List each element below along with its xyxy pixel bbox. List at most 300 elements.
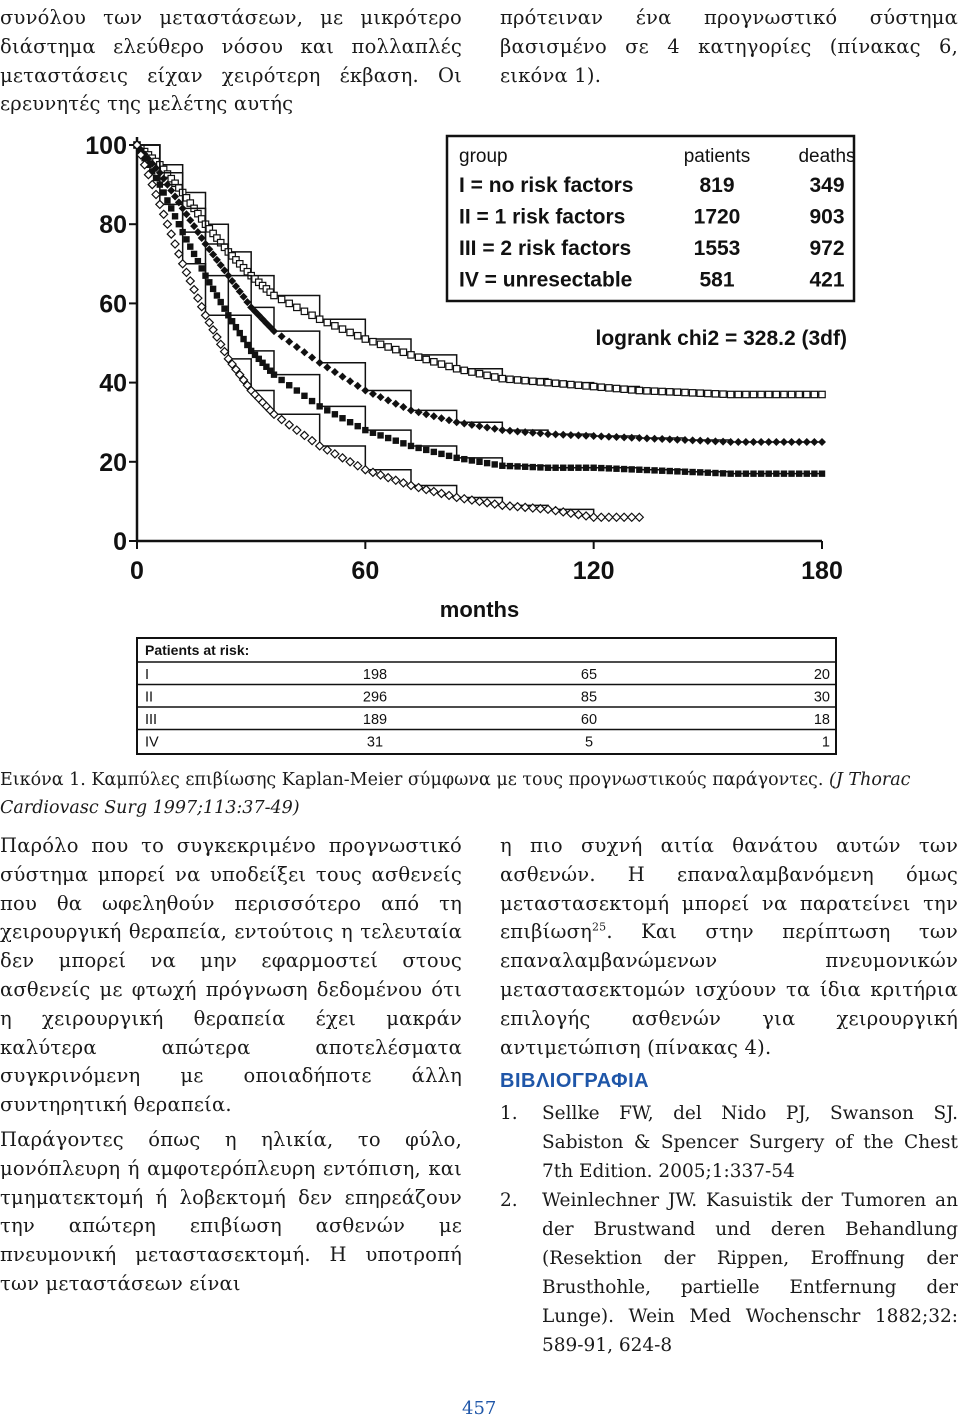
data-point <box>476 422 484 430</box>
risk-value: 1 <box>821 734 830 751</box>
data-point <box>182 210 190 218</box>
data-point <box>271 371 277 377</box>
data-point <box>666 435 674 443</box>
data-point <box>574 431 582 439</box>
data-point <box>221 305 227 311</box>
data-point <box>499 375 505 381</box>
data-point <box>438 451 444 457</box>
data-point <box>431 449 437 455</box>
data-point <box>339 454 347 462</box>
data-point <box>294 304 300 310</box>
data-point <box>629 466 635 472</box>
data-point <box>316 442 324 450</box>
risk-group-label: IV <box>145 734 159 751</box>
data-point <box>590 465 596 471</box>
data-point <box>766 391 772 397</box>
data-point <box>354 462 362 470</box>
data-point <box>796 391 802 397</box>
data-point <box>705 469 711 475</box>
data-point <box>568 465 574 471</box>
data-point <box>278 332 286 340</box>
data-point <box>674 468 680 474</box>
data-point <box>198 303 206 311</box>
data-point <box>179 260 187 268</box>
data-point <box>423 356 429 362</box>
data-point <box>422 410 430 418</box>
data-point <box>681 436 689 444</box>
data-point <box>221 348 229 356</box>
data-point <box>354 382 362 390</box>
reference-item <box>500 1186 958 1360</box>
data-point <box>168 205 174 211</box>
data-point <box>407 482 415 490</box>
data-point <box>460 420 468 428</box>
data-point <box>818 438 826 446</box>
paragraph-text: . Και στην περίπτωση των επαναλαμβανώμενων πνευμονικών μεταστασεκτομών ισχύουν τα ίδια κριτήρια επιλογής ασθενών για χειρουργική αντιμετώπιση (πίνακας 4). <box>500 920 958 1059</box>
data-point <box>750 470 756 476</box>
risk-group-label: II <box>145 689 154 706</box>
data-point <box>308 437 316 445</box>
risk-value: 20 <box>813 667 830 683</box>
data-point <box>727 470 733 476</box>
data-point <box>788 438 796 446</box>
data-point <box>194 294 202 302</box>
data-point <box>400 349 406 355</box>
data-point <box>757 438 765 446</box>
data-point <box>437 414 445 422</box>
data-point <box>324 319 330 325</box>
data-point <box>621 386 627 392</box>
risk-value: 296 <box>362 689 388 706</box>
data-point <box>361 387 369 395</box>
data-point <box>377 341 383 347</box>
data-point <box>644 388 650 394</box>
data-point <box>613 466 619 472</box>
data-point <box>460 495 468 503</box>
data-point <box>621 466 627 472</box>
data-point <box>385 435 391 441</box>
data-point <box>206 279 212 285</box>
data-point <box>644 467 650 473</box>
data-point <box>498 426 506 434</box>
data-point <box>301 308 307 314</box>
data-point <box>803 438 811 446</box>
data-point <box>175 198 183 206</box>
data-point <box>521 503 529 511</box>
data-point <box>300 348 308 356</box>
reference-text: Weinlechner JW. Kasuistik der Tumoren an der Brustwand und deren Behandlung (Resektion der Rippen, Eroffnung der Brusthohle, partielle Entfernung der Lunge). Wein Med Wochenschr 1882;32: 589-91, 624-8 <box>542 1190 958 1357</box>
data-point <box>651 435 659 443</box>
data-point <box>229 318 235 324</box>
data-point <box>392 400 400 408</box>
data-point <box>491 500 499 508</box>
data-point <box>309 398 315 404</box>
data-point <box>758 470 764 476</box>
data-point <box>788 470 794 476</box>
data-point <box>408 352 414 358</box>
data-point <box>766 470 772 476</box>
data-point <box>437 489 445 497</box>
data-point <box>278 416 286 424</box>
data-point <box>559 431 567 439</box>
data-point <box>743 470 749 476</box>
page-number: 457 <box>462 1398 497 1419</box>
legend-value: 421 <box>809 268 845 292</box>
data-point <box>152 191 160 199</box>
data-point <box>377 471 385 479</box>
caption-text: Εικόνα 1. Καμπύλες επιβίωσης Kaplan-Meier σύμφωνα με τους προγνωστικούς παράγοντες. <box>0 770 824 790</box>
data-point <box>186 216 194 224</box>
data-point <box>431 359 437 365</box>
data-point <box>332 411 338 417</box>
data-point <box>667 389 673 395</box>
data-point <box>362 427 368 433</box>
data-point <box>286 300 292 306</box>
data-point <box>163 220 171 228</box>
data-point <box>781 470 787 476</box>
data-point <box>399 403 407 411</box>
data-point <box>461 456 467 462</box>
data-point <box>171 240 179 248</box>
data-point <box>545 465 551 471</box>
data-point <box>172 213 178 219</box>
data-point <box>804 391 810 397</box>
data-point <box>743 391 749 397</box>
data-point <box>750 438 758 446</box>
data-point <box>719 438 727 446</box>
data-point <box>453 455 459 461</box>
paragraph: Παράγοντες όπως η ηλικία, το φύλο, μονόπλευρη ή αμφοτερόπλευρη εντόπιση, και τμηματεκτομή ή λοβεκτομή δεν επηρεάζουν την απώτερη επιβίωση ασθενών με πνευμονική μεταστασεκτομή. Η υποτροπή των μεταστάσεων είναι <box>0 1127 462 1295</box>
data-point <box>377 432 383 438</box>
data-point <box>696 437 704 445</box>
data-point <box>384 474 392 482</box>
risk-group-label: I <box>145 667 150 683</box>
data-point <box>734 438 742 446</box>
data-point <box>689 436 697 444</box>
legend-value: 1720 <box>693 205 741 229</box>
body-right-column <box>500 832 958 1360</box>
data-point <box>765 438 773 446</box>
data-point <box>244 342 250 348</box>
data-point <box>788 391 794 397</box>
data-point <box>727 438 735 446</box>
data-point <box>810 438 818 446</box>
data-point <box>636 387 642 393</box>
data-point <box>438 361 444 367</box>
data-point <box>598 384 604 390</box>
data-point <box>682 389 688 395</box>
data-point <box>597 432 605 440</box>
data-point <box>483 423 491 431</box>
data-point <box>469 369 475 375</box>
y-tick-label: 0 <box>113 528 127 556</box>
data-point <box>217 340 225 348</box>
y-tick-label: 20 <box>99 448 127 477</box>
data-point <box>339 415 345 421</box>
data-point <box>347 419 353 425</box>
data-point <box>323 446 331 454</box>
data-point <box>530 378 536 384</box>
data-point <box>606 385 612 391</box>
y-tick-label: 40 <box>99 369 127 398</box>
data-point <box>530 464 536 470</box>
data-point <box>346 377 354 385</box>
legend-value: 349 <box>809 174 845 197</box>
data-point <box>393 346 399 352</box>
risk-value: 31 <box>366 734 384 751</box>
data-point <box>422 486 430 494</box>
data-point <box>430 488 438 496</box>
legend-group-label: I = no risk factors <box>459 174 634 197</box>
data-point <box>476 497 484 505</box>
data-point <box>484 460 490 466</box>
data-point <box>377 393 385 401</box>
data-point <box>446 453 452 459</box>
data-point <box>469 457 475 463</box>
risk-table-title: Patients at risk: <box>145 642 250 658</box>
data-point <box>552 430 560 438</box>
data-point <box>293 343 301 351</box>
data-point <box>575 465 581 471</box>
data-point <box>537 464 543 470</box>
data-point <box>689 390 695 396</box>
data-point <box>582 432 590 440</box>
data-point <box>492 461 498 467</box>
risk-value: 85 <box>580 689 598 706</box>
data-point <box>331 368 339 376</box>
legend-value: 972 <box>809 237 845 260</box>
data-point <box>175 250 183 258</box>
data-point <box>240 336 246 342</box>
data-point <box>202 311 210 319</box>
paragraph: Παρόλο που το συγκεκριμένο προγνωστικό σύστημα μπορεί να υποδείξει τους ασθενείς που θα ωφεληθούν περισσότερο από τη χειρουργική θεραπεία, εντούτοις η τελευταία δεν μπορεί να μην εφαρμοστεί στους ασθενείς με φτωχή πρόγνωση δεδομένου ότι η χειρουργική θεραπεία έχει μακράν καλύτερα απώτερα αποτελέσματα συγκρινόμενη με οποιαδήποτε άλλη συντηρητική θεραπεία. <box>0 834 462 1117</box>
data-point <box>160 210 168 218</box>
data-point <box>415 354 421 360</box>
risk-value: 30 <box>813 689 830 706</box>
data-point <box>727 391 733 397</box>
data-point <box>697 390 703 396</box>
data-point <box>613 385 619 391</box>
data-point <box>491 425 499 433</box>
data-point <box>667 468 673 474</box>
data-point <box>370 430 376 436</box>
data-point <box>285 421 293 429</box>
data-point <box>362 336 368 342</box>
data-point <box>182 268 190 276</box>
data-point <box>399 479 407 487</box>
data-point <box>415 484 423 492</box>
data-point <box>560 381 566 387</box>
x-axis-label: months <box>439 597 520 622</box>
data-point <box>658 435 666 443</box>
data-point <box>156 200 164 208</box>
data-point <box>506 427 514 435</box>
data-point <box>643 434 651 442</box>
data-point <box>636 467 642 473</box>
data-point <box>233 324 239 330</box>
data-point <box>773 470 779 476</box>
data-point <box>483 499 491 507</box>
data-point <box>682 469 688 475</box>
x-tick-label: 0 <box>130 557 144 585</box>
legend-group-label: IV = unresectable <box>459 268 633 292</box>
legend-group-label: III = 2 risk factors <box>459 237 632 260</box>
data-point <box>659 388 665 394</box>
data-point <box>183 236 189 242</box>
legend-group-label: II = 1 risk factors <box>459 205 626 229</box>
data-point <box>148 181 156 189</box>
data-point <box>514 377 520 383</box>
data-point <box>552 465 558 471</box>
data-point <box>567 431 575 439</box>
data-point <box>635 434 643 442</box>
data-point <box>407 406 415 414</box>
data-point <box>711 437 719 445</box>
x-tick-label: 120 <box>572 557 615 585</box>
data-point <box>514 427 522 435</box>
data-point <box>704 437 712 445</box>
x-tick-label: 180 <box>801 557 843 585</box>
data-point <box>811 470 817 476</box>
data-point <box>408 443 414 449</box>
data-point <box>190 222 198 230</box>
data-point <box>705 390 711 396</box>
paragraph: πρότειναν ένα προγνωστικό σύστημα βασισμένο σε 4 κατηγορίες (πίνακας 6, εικόνα 1). <box>500 6 958 87</box>
data-point <box>316 359 324 367</box>
data-point <box>613 433 621 441</box>
logrank-annotation: logrank chi2 = 328.2 (3df) <box>595 327 847 350</box>
data-point <box>316 316 322 322</box>
data-point <box>331 450 339 458</box>
data-point <box>209 326 217 334</box>
data-point <box>293 426 301 434</box>
caption-citation: (J Thorac Cardiovasc Surg 1997;113:37-49) <box>0 770 911 818</box>
data-point <box>316 403 322 409</box>
data-point <box>453 366 459 372</box>
reference-item <box>500 1099 958 1186</box>
figure-caption <box>0 766 960 822</box>
data-point <box>545 379 551 385</box>
data-point <box>285 338 293 346</box>
data-point <box>370 338 376 344</box>
data-point <box>507 463 513 469</box>
data-point <box>205 319 213 327</box>
legend-value: 1553 <box>693 237 741 260</box>
data-point <box>772 438 780 446</box>
data-point <box>567 509 575 517</box>
data-point <box>153 175 159 181</box>
data-point <box>521 428 529 436</box>
legend-header: group <box>459 146 508 167</box>
data-point <box>347 329 353 335</box>
legend-value: 581 <box>699 268 735 292</box>
data-point <box>361 466 369 474</box>
data-point <box>198 265 204 271</box>
data-point <box>309 312 315 318</box>
data-point <box>606 465 612 471</box>
legend-value: 819 <box>699 174 735 197</box>
data-point <box>590 383 596 389</box>
data-point <box>300 431 308 439</box>
data-point <box>720 470 726 476</box>
data-point <box>453 418 461 426</box>
data-point <box>415 408 423 416</box>
data-point <box>629 387 635 393</box>
data-point <box>167 187 175 195</box>
data-point <box>294 387 300 393</box>
paragraph-text: η πιο συχνή αιτία θανάτου αυτών των ασθενών. Η επαναλαμβανόμενη όμως μεταστασεκτομή μπορεί να παρατείνει την επιβίωση <box>500 834 958 944</box>
data-point <box>514 503 522 511</box>
data-point <box>176 221 182 227</box>
data-point <box>415 445 421 451</box>
data-point <box>522 464 528 470</box>
reference-number: 2. <box>500 1190 518 1212</box>
data-point <box>575 382 581 388</box>
data-point <box>446 363 452 369</box>
data-point <box>171 192 179 200</box>
data-point <box>384 396 392 404</box>
data-point <box>758 391 764 397</box>
data-point <box>445 416 453 424</box>
data-point <box>191 251 197 257</box>
data-point <box>498 501 506 509</box>
y-tick-label: 60 <box>99 290 127 319</box>
reference-number: 1. <box>500 1103 518 1125</box>
data-point <box>492 374 498 380</box>
data-point <box>332 323 338 329</box>
data-point <box>476 370 482 376</box>
data-point <box>214 292 220 298</box>
data-point <box>392 476 400 484</box>
data-point <box>552 507 560 515</box>
data-point <box>651 467 657 473</box>
data-point <box>476 459 482 465</box>
data-point <box>582 512 590 520</box>
data-point <box>278 377 284 383</box>
data-point <box>537 379 543 385</box>
references-heading: ΒΙΒΛΙΟΓΡΑΦΙΑ <box>500 1070 650 1093</box>
data-point <box>507 376 513 382</box>
data-point <box>339 373 347 381</box>
data-point <box>355 423 361 429</box>
data-point <box>286 382 292 388</box>
data-point <box>544 430 552 438</box>
data-point <box>697 469 703 475</box>
risk-value: 198 <box>362 667 388 683</box>
data-point <box>393 437 399 443</box>
data-point <box>804 470 810 476</box>
data-point <box>385 344 391 350</box>
data-point <box>506 502 514 510</box>
data-point <box>453 493 461 501</box>
data-point <box>750 391 756 397</box>
data-point <box>635 513 643 521</box>
data-point <box>271 292 277 298</box>
data-point <box>423 447 429 453</box>
data-point <box>323 363 331 371</box>
data-point <box>186 277 194 285</box>
risk-value: 189 <box>362 712 388 728</box>
data-point <box>689 469 695 475</box>
data-point <box>339 326 345 332</box>
data-point <box>819 391 825 397</box>
data-point <box>659 468 665 474</box>
risk-value: 18 <box>813 712 830 728</box>
data-point <box>560 465 566 471</box>
data-point <box>355 333 361 339</box>
paragraph: συνόλου των μεταστάσεων, με μικρότερο διάστημα ελεύθερο νόσου και πολλαπλές μεταστάσεις είχαν χειρότερη έκβαση. Οι ερευνητές της μελέτης αυτής <box>0 6 462 116</box>
reference-text: Sellke FW, del Nido PJ, Swanson SJ. Sabiston & Spencer Surgery of the Chest 7th Edition. 2005;1:337-54 <box>542 1103 958 1183</box>
